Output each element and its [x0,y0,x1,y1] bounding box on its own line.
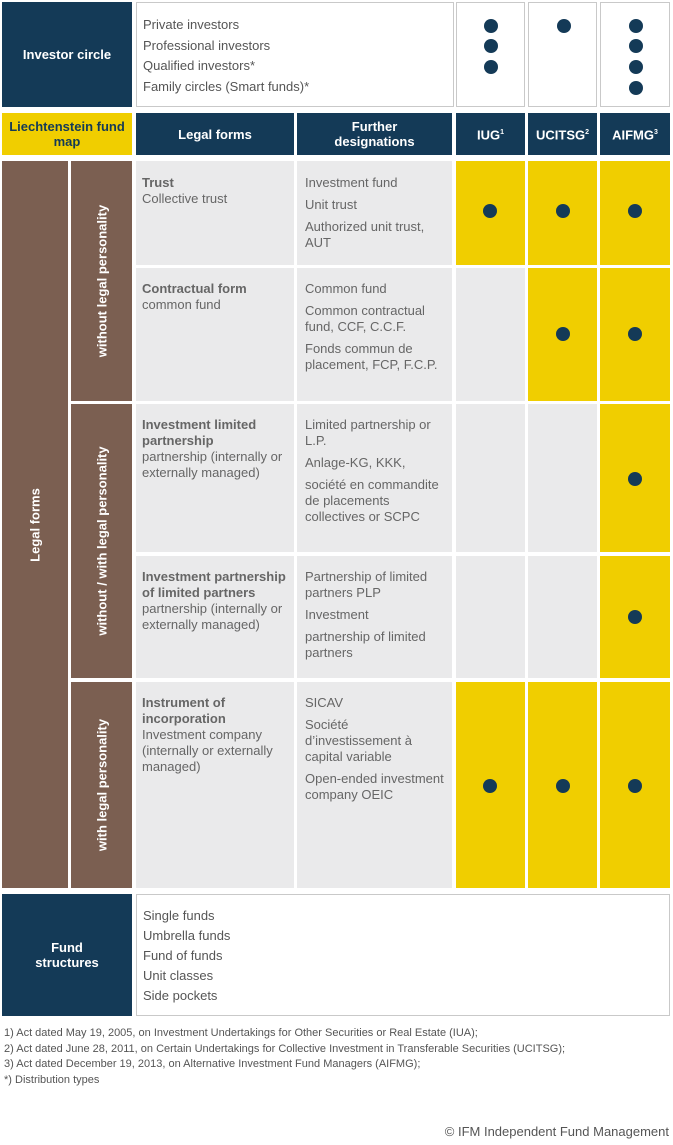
aifmg-cell-contractual [600,268,670,401]
investor-item: Qualified investors* [143,58,255,73]
dot-icon [483,779,497,793]
ucitsg-cell-ilp [528,404,597,552]
fund-structure-item: Umbrella funds [143,928,231,943]
aifmg-cell-iplp [600,556,670,678]
investor-item: Professional investors [143,37,271,53]
dot-icon [556,779,570,793]
fund-structures-list [136,894,670,1016]
fund-structure-item: Unit classes [143,968,214,983]
ucitsg-cell-contractual [528,268,597,401]
ucitsg-cell-iplp [528,556,597,678]
investor-list [136,2,454,107]
investor-item: Family circles (Smart funds)* [143,78,310,94]
dot-icon [628,327,642,341]
fund-structure-item: Single funds [143,908,215,923]
designations-cell-ilp: Limited partnership or L.P. Anlage-KG, KKK, société en commandite de placements collectives or SCPC [297,404,452,552]
dot-icon [556,327,570,341]
dot-icon [484,39,498,53]
aifmg-header: AIFMG$^3$ [600,113,670,155]
dot-icon [629,19,643,33]
legal-form-cell-trust: Trust Collective trust [136,161,294,265]
further-designations-header: Further designations [297,113,452,155]
dot-icon [483,204,497,218]
footnote: 3) Act dated December 19, 2013, on Alternative Investment Fund Managers (AIFMG); [4,1058,421,1070]
designations-cell-contractual: Common fund Common contractual fund, CCF, C.C.F. Fonds commun de placement, FCP, F.C.P. [297,268,452,401]
designations-cell-iplp: Partnership of limited partners PLP Investment partnership of limited partners [297,556,452,678]
dot-icon [628,472,642,486]
dot-icon [484,19,498,33]
without-legal-personality-bar: without legal personality [71,161,132,401]
dot-icon [629,81,643,95]
iug-header: IUG$^1$ [456,113,525,155]
dot-icon [628,610,642,624]
designations-cell-trust: Investment fund Unit trust Authorized unit trust, AUT [297,161,452,265]
iug-cell-trust [456,161,525,265]
without-with-legal-personality-bar: without / with legal personality [71,404,132,678]
ucitsg-header: UCITSG$^2$ [528,113,597,155]
footnote: 2) Act dated June 28, 2011, on Certain Undertakings for Collective Investment in Transferable Securities (UCITSG); [4,1042,566,1055]
dot-icon [556,204,570,218]
iug-cell-incorporation [456,682,525,888]
copyright: © IFM Independent Fund Management [444,1124,669,1139]
footnote: *) Distribution types [4,1073,100,1086]
ucitsg-cell-trust [528,161,597,265]
legal-form-cell-ilp: Investment limited partnership partnership (internally or externally managed) [136,404,294,552]
footnote: 1) Act dated May 19, 2005, on Investment Undertakings for Other Securities or Real Estate (IUA); [4,1027,478,1039]
dot-icon [628,204,642,218]
dot-icon [484,60,498,74]
fund-structure-item: Fund of funds [143,948,223,963]
iug-cell-contractual [456,268,525,401]
legal-form-cell-iplp: Investment partnership of limited partners partnership (internally or externally managed) [136,556,294,678]
legal-forms-sidebar: Legal forms [2,161,68,888]
legal-form-cell-contractual: Contractual form common fund [136,268,294,401]
aifmg-cell-ilp [600,404,670,552]
dot-icon [629,60,643,74]
dot-icon [557,19,571,33]
investor-item: Private investors [143,17,240,32]
legal-forms-header: Legal forms [136,113,294,155]
fund-map-title: Liechtenstein fund map [2,113,132,155]
ucitsg-cell-incorporation [528,682,597,888]
iug-investor-cell [456,2,525,107]
aifmg-cell-trust [600,161,670,265]
ucitsg-investor-cell [528,2,597,107]
investor-circle-label: Investor circle [2,2,132,107]
aifmg-cell-incorporation [600,682,670,888]
iug-cell-iplp [456,556,525,678]
fund-structure-item: Side pockets [143,988,218,1003]
footnotes [4,1026,670,1088]
aifmg-investor-cell [600,2,670,107]
iug-cell-ilp [456,404,525,552]
fund-structures-label: Fund structures [2,894,132,1016]
with-legal-personality-bar: with legal personality [71,682,132,888]
legal-form-cell-incorporation: Instrument of incorporation Investment company (internally or externally managed) [136,682,294,888]
designations-cell-incorporation: SICAV Société d’investissement à capital variable Open-ended investment company OEIC [297,682,452,888]
dot-icon [628,779,642,793]
dot-icon [629,39,643,53]
